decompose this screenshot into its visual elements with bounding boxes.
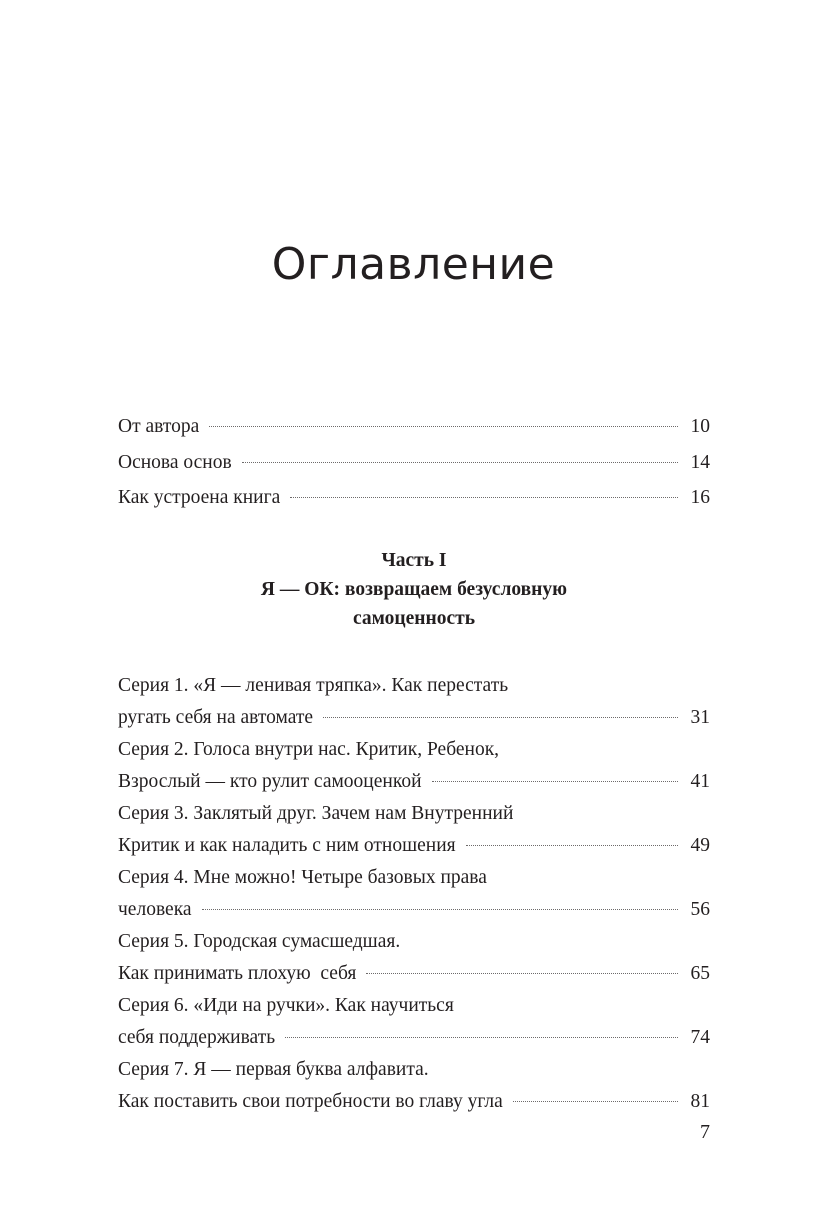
- toc-part1-section: [118, 670, 710, 1118]
- toc-entry[interactable]: [118, 862, 710, 926]
- toc-entry[interactable]: [118, 411, 710, 443]
- toc-entry[interactable]: [118, 1054, 710, 1118]
- toc-entry-title-cont: Критик и как наладить с ним отношения: [118, 835, 456, 856]
- toc-entry-title-cont: Взрослый — кто рулит самооценкой: [118, 771, 422, 792]
- toc-entry-page: 41: [690, 771, 710, 792]
- dot-leader: [466, 845, 678, 846]
- toc-entry-title: От автора: [118, 416, 200, 437]
- toc-entry[interactable]: [118, 670, 710, 734]
- dot-leader: [209, 426, 678, 427]
- toc-entry-title: Серия 7. Я — первая буква алфавита.: [118, 1059, 429, 1080]
- toc-entry-title-cont: Как принимать плохую себя: [118, 963, 357, 984]
- dot-leader: [242, 462, 678, 463]
- toc-entry[interactable]: [118, 926, 710, 990]
- toc-entry-title: Основа основ: [118, 451, 232, 473]
- dot-leader: [323, 717, 678, 718]
- toc-entry[interactable]: [118, 990, 710, 1054]
- toc-entry[interactable]: [118, 798, 710, 862]
- toc-entry-title: Серия 4. Мне можно! Четыре базовых права: [118, 867, 487, 888]
- part-label: Часть I: [381, 550, 447, 571]
- toc-entry-page: 81: [690, 1091, 710, 1112]
- toc-entry-title: Серия 6. «Иди на ручки». Как научиться: [118, 995, 454, 1016]
- dot-leader: [290, 497, 678, 498]
- dot-leader: [202, 909, 678, 910]
- toc-entry-page: 65: [690, 963, 710, 984]
- dot-leader: [285, 1037, 678, 1038]
- toc-entry-page: 49: [690, 835, 710, 856]
- toc-entry-page: 74: [690, 1027, 710, 1048]
- toc-entry[interactable]: [118, 447, 710, 479]
- toc-entry-title: Серия 1. «Я — ленивая тряпка». Как перестать: [118, 675, 509, 696]
- toc-entry-title-cont: человека: [118, 899, 192, 920]
- toc-entry-title: Как устроена книга: [118, 487, 281, 508]
- page-number: 7: [700, 1121, 710, 1143]
- toc-intro-section: [118, 411, 710, 518]
- toc-entry-page: 16: [690, 487, 710, 508]
- page-title: Оглавление: [271, 239, 556, 291]
- toc-entry-title: Серия 3. Заклятый друг. Зачем нам Внутренний: [118, 803, 514, 824]
- part-title-line: самоценность: [352, 608, 476, 629]
- toc-entry-page: 56: [690, 899, 710, 920]
- part-title-line: Я — ОК: возвращаем безусловную: [260, 579, 568, 600]
- toc-entry-title: Серия 5. Городская сумасшедшая.: [118, 931, 401, 952]
- toc-entry-title-cont: ругать себя на автомате: [118, 707, 314, 728]
- toc-entry-page: 31: [690, 707, 710, 728]
- toc-entry-page: 14: [690, 451, 710, 473]
- toc-entry-page: 10: [690, 416, 710, 437]
- part-heading: [118, 546, 710, 633]
- toc-entry[interactable]: [118, 482, 710, 514]
- dot-leader: [513, 1101, 678, 1102]
- dot-leader: [432, 781, 678, 782]
- toc-entry-title-cont: Как поставить свои потребности во главу угла: [118, 1091, 503, 1112]
- toc-entry-title: Серия 2. Голоса внутри нас. Критик, Ребенок,: [118, 739, 500, 760]
- toc-entry-title-cont: себя поддерживать: [118, 1027, 276, 1048]
- toc-entry[interactable]: [118, 734, 710, 798]
- dot-leader: [366, 973, 678, 974]
